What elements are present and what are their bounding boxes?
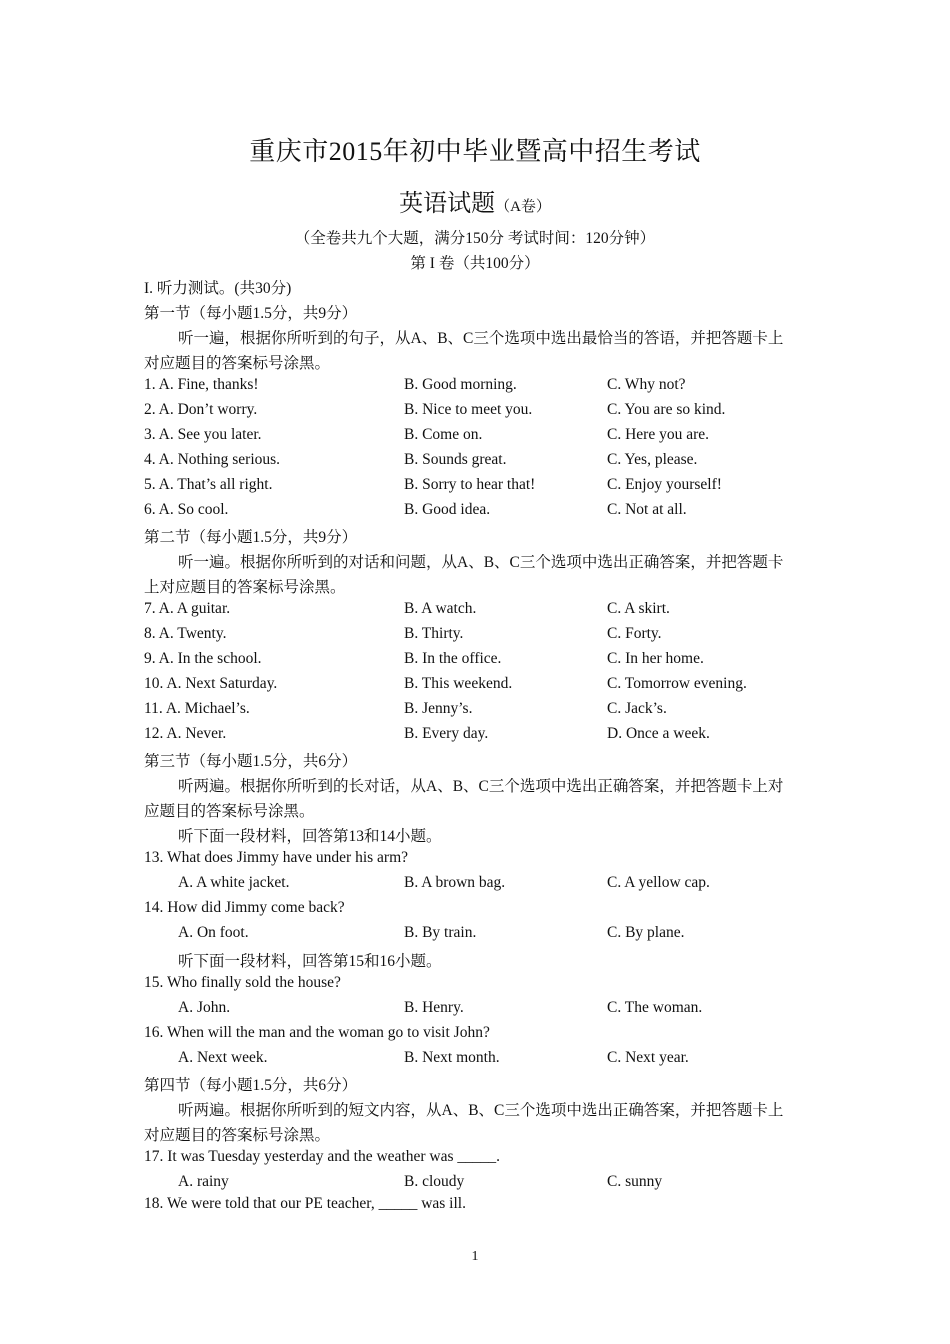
question-stem: 17. It was Tuesday yesterday and the weather was _____. [144,1148,500,1165]
section-heading: 第二节（每小题1.5分，共9分） [144,529,358,546]
option-a: 8. A. Twenty. [144,625,227,642]
option-b: B. By train. [404,924,477,941]
option-a: 4. A. Nothing serious. [144,451,281,468]
option-a: 10. A. Next Saturday. [144,675,278,692]
option-b: B. Sorry to hear that! [404,476,536,493]
subtitle-text: 英语试题 [399,191,496,217]
option-c: C. By plane. [607,924,685,941]
option-a: 11. A. Michael’s. [144,700,250,717]
option-c: C. A skirt. [607,600,670,617]
option-a: 12. A. Never. [144,725,227,742]
option-c: C. Why not? [607,376,686,393]
option-a: 1. A. Fine, thanks! [144,376,259,393]
instruction: 对应题目的答案标号涂黑。 [144,355,331,372]
option-a: 9. A. In the school. [144,650,262,667]
page-number: 1 [471,1249,479,1264]
exam-subtitle [0,183,950,218]
option-b: B. Jenny’s. [404,700,473,717]
option-b: B. Sounds great. [404,451,507,468]
part-heading: I. 听力测试。(共30分) [144,280,292,297]
option-a: A. rainy [178,1173,229,1190]
option-b: B. A brown bag. [404,874,506,891]
option-c: C. Enjoy yourself! [607,476,722,493]
question-stem: 14. How did Jimmy come back? [144,899,345,916]
question-stem: 18. We were told that our PE teacher, _____ was ill. [144,1195,466,1212]
option-b: B. Good idea. [404,501,491,518]
section-heading: 第一节（每小题1.5分，共9分） [144,305,358,322]
option-b: B. Henry. [404,999,464,1016]
question-stem: 16. When will the man and the woman go to visit John? [144,1024,490,1041]
volume-heading: 第 I 卷（共100分） [410,255,540,272]
option-b: B. Come on. [404,426,483,443]
instruction: 听两遍。根据你所听到的长对话，从A、B、C三个选项中选出正确答案，并把答题卡上对 [178,778,784,795]
instruction: 应题目的答案标号涂黑。 [144,803,315,820]
instruction: 听两遍。根据你所听到的短文内容，从A、B、C三个选项中选出正确答案，并把答题卡上 [178,1102,784,1119]
instruction: 上对应题目的答案标号涂黑。 [144,579,346,596]
section-heading: 第三节（每小题1.5分，共6分） [144,753,358,770]
option-b: B. Thirty. [404,625,464,642]
option-b: B. Good morning. [404,376,517,393]
material-lead: 听下面一段材料，回答第15和16小题。 [178,953,442,970]
section-heading: 第四节（每小题1.5分，共6分） [144,1077,358,1094]
instruction: 对应题目的答案标号涂黑。 [144,1127,331,1144]
option-a: 7. A. A guitar. [144,600,231,617]
exam-title: 重庆市2015年初中毕业暨高中招生考试 [249,137,701,166]
instruction: 听一遍，根据你所听到的句子，从A、B、C三个选项中选出最恰当的答语，并把答题卡上 [178,330,784,347]
option-a: A. John. [178,999,231,1016]
option-b: B. In the office. [404,650,502,667]
option-c: C. Jack’s. [607,700,667,717]
option-c: C. In her home. [607,650,704,667]
question-stem: 13. What does Jimmy have under his arm? [144,849,409,866]
instruction: 听一遍。根据你所听到的对话和问题，从A、B、C三个选项中选出正确答案，并把答题卡 [178,554,784,571]
option-b: B. This weekend. [404,675,513,692]
option-a: A. Next week. [178,1049,268,1066]
option-c: C. Not at all. [607,501,687,518]
option-b: B. Next month. [404,1049,500,1066]
option-a: 2. A. Don’t worry. [144,401,258,418]
option-b: B. cloudy [404,1173,465,1190]
option-a: 6. A. So cool. [144,501,229,518]
option-c: C. The woman. [607,999,703,1016]
option-b: B. A watch. [404,600,477,617]
option-a: 3. A. See you later. [144,426,262,443]
option-c: C. sunny [607,1173,663,1190]
subtitle-tag: （A卷） [495,199,551,215]
option-a: A. A white jacket. [178,874,290,891]
option-c: C. Forty. [607,625,662,642]
option-b: B. Nice to meet you. [404,401,533,418]
option-b: B. Every day. [404,725,489,742]
option-a: 5. A. That’s all right. [144,476,273,493]
material-lead: 听下面一段材料，回答第13和14小题。 [178,828,442,845]
question-stem: 15. Who finally sold the house? [144,974,341,991]
option-c: C. Yes, please. [607,451,698,468]
option-c: C. You are so kind. [607,401,726,418]
exam-info: （全卷共九个大题，满分150分 考试时间：120分钟） [294,230,656,247]
option-a: A. On foot. [178,924,249,941]
option-c: D. Once a week. [607,725,710,742]
option-c: C. Next year. [607,1049,689,1066]
option-c: C. A yellow cap. [607,874,710,891]
option-c: C. Here you are. [607,426,709,443]
option-c: C. Tomorrow evening. [607,675,747,692]
